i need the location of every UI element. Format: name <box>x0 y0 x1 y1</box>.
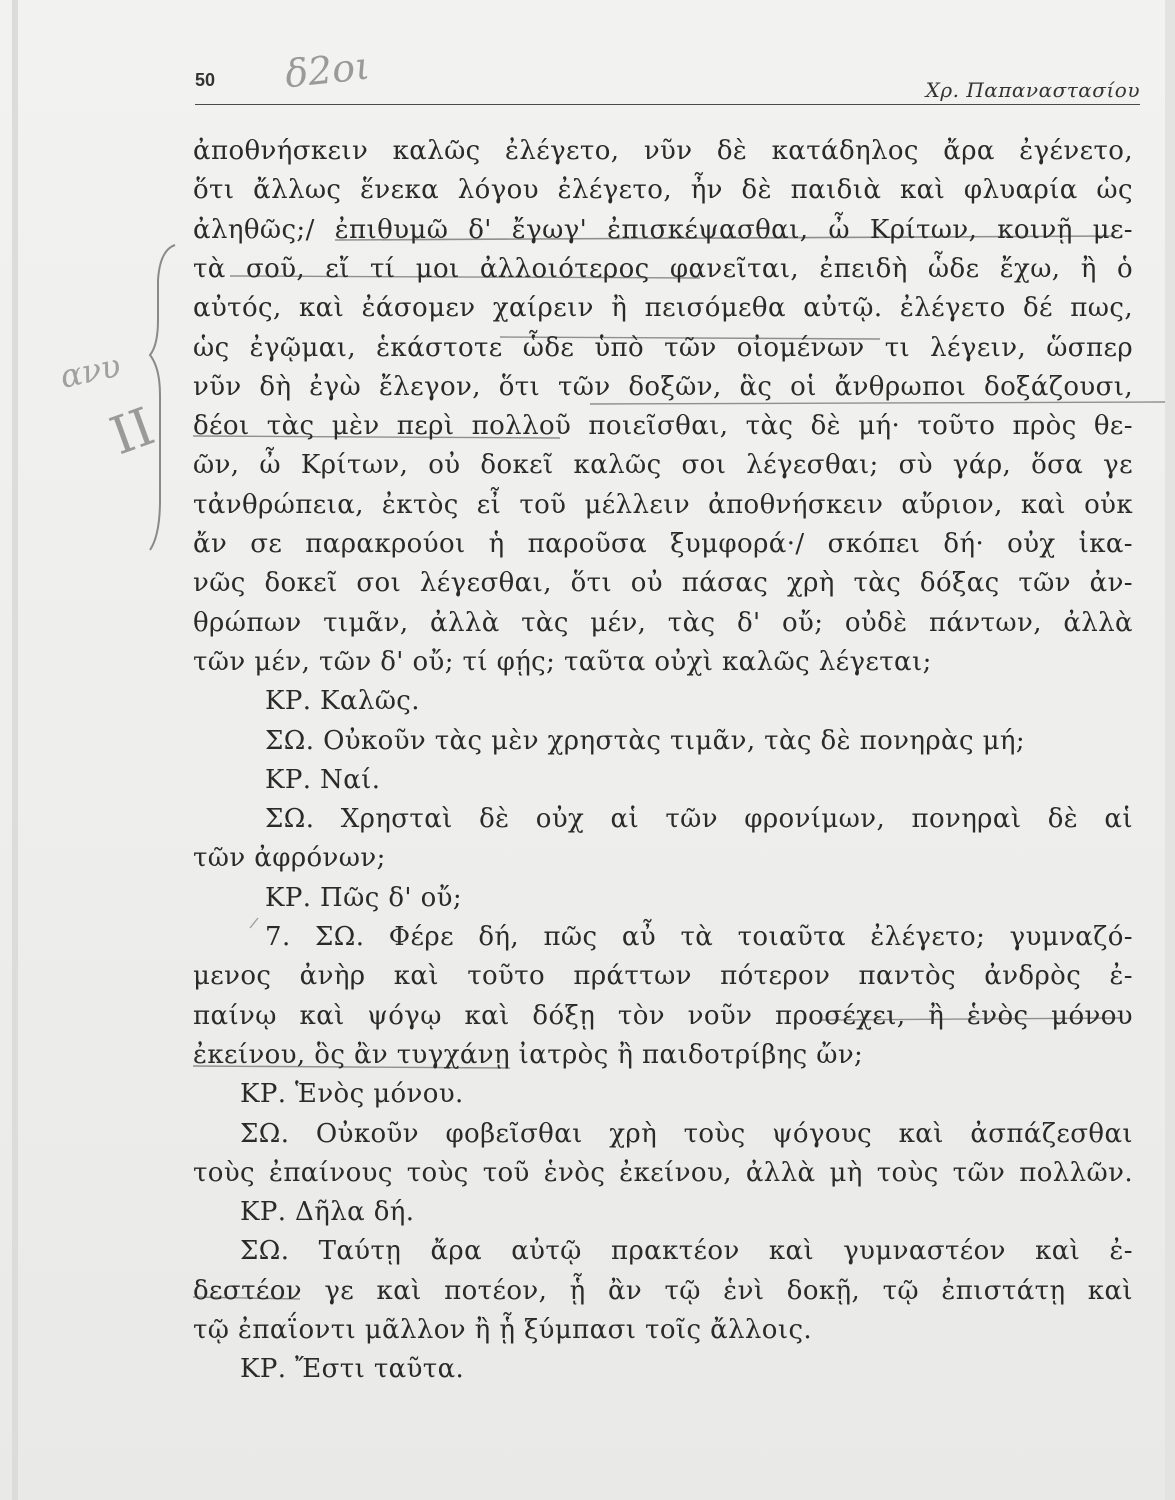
text-line: τὰ σοῦ, εἴ τί μοι ἀλλοιότερος φανεῖται, ἐπειδὴ ὧδε ἔχω, ἢ ὁ <box>193 253 1133 284</box>
speaker-line: ΣΩ. Ταύτῃ ἄρα αὐτῷ πρακτέον καὶ γυμναστέον καὶ ἐ- <box>240 1236 1133 1267</box>
text-line: ἀποθνήσκειν καλῶς ἐλέγετο, νῦν δὲ κατάδηλος ἄρα ἐγένετο, <box>193 136 1133 166</box>
text-line: αὐτός, καὶ ἐάσομεν χαίρειν ἢ πεισόμεθα αὐτῷ. ἐλέγετο δέ πως, <box>193 293 1133 324</box>
pencil-annotation-top: δ2οι <box>282 43 372 97</box>
margin-pencil-mark: II <box>102 396 163 468</box>
text-line: μενος ἀνὴρ καὶ τοῦτο πράττων πότερον παντὸς ἀνδρὸς ἐ- <box>193 961 1133 992</box>
running-head: Χρ. Παπαναστασίου <box>925 78 1140 102</box>
text-line: ἐκείνου, ὃς ἂν τυγχάνῃ ἰατρὸς ἢ παιδοτρίβης ὤν; <box>193 1039 864 1070</box>
speaker-line: ΣΩ. Χρησταὶ δὲ οὐχ αἱ τῶν φρονίμων, πονηραὶ δὲ αἱ <box>265 804 1133 835</box>
speaker-line: ΚΡ. Πῶς δ' οὔ; <box>265 882 463 913</box>
text-line: νῦν δὴ ἐγὼ ἔλεγον, ὅτι τῶν δοξῶν, ἃς οἱ ἄνθρωποι δοξάζουσι, <box>193 371 1133 402</box>
text-line: δέοι τὰς μὲν περὶ πολλοῦ ποιεῖσθαι, τὰς δὲ μή· τοῦτο πρὸς θε- <box>193 411 1133 442</box>
speaker-line: ΚΡ. Ἑνὸς μόνου. <box>240 1079 464 1110</box>
speaker-line: ΣΩ. Οὐκοῦν φοβεῖσθαι χρὴ τοὺς ψόγους καὶ ἀσπάζεσθαι <box>240 1118 1133 1149</box>
page-number: 50 <box>195 70 216 90</box>
text-line: ἄν σε παρακρούοι ἡ παροῦσα ξυμφορά·/ σκόπει δή· οὐχ ἱκα- <box>193 529 1133 559</box>
speaker-line: ΚΡ. Δῆλα δή. <box>240 1197 415 1228</box>
text-line: τοὺς ἐπαίνους τοὺς τοῦ ἑνὸς ἐκείνου, ἀλλὰ μὴ τοὺς τῶν πολλῶν. <box>193 1157 1133 1188</box>
margin-pencil-note: ανυ <box>56 346 124 396</box>
speaker-line: ΚΡ. Ἔστι ταῦτα. <box>240 1354 465 1385</box>
text-line: δεστέον γε καὶ ποτέον, ᾗ ἂν τῷ ἑνὶ δοκῇ, τῷ ἐπιστάτῃ καὶ <box>193 1275 1133 1306</box>
text-line: τῷ ἐπαΐοντι μᾶλλον ἢ ᾗ ξύμπασι τοῖς ἄλλοις. <box>193 1315 813 1345</box>
text-line: παίνῳ καὶ ψόγῳ καὶ δόξῃ τὸν νοῦν προσέχει, ἢ ἑνὸς μόνου <box>193 1000 1133 1031</box>
text-line: τἀνθρώπεια, ἐκτὸς εἶ τοῦ μέλλειν ἀποθνήσκειν αὔριον, καὶ οὐκ <box>193 489 1133 520</box>
text-line: ῶν, ὦ Κρίτων, οὐ δοκεῖ καλῶς σοι λέγεσθαι; σὺ γάρ, ὅσα γε <box>193 450 1133 481</box>
tick-mark-pencil <box>250 918 258 928</box>
speaker-line: ΣΩ. Οὐκοῦν τὰς μὲν χρηστὰς τιμᾶν, τὰς δὲ πονηρὰς μή; <box>265 725 1026 756</box>
margin-bracket-pencil <box>150 245 175 550</box>
text-line: ἀληθῶς;/ ἐπιθυμῶ δ' ἔγωγ' ἐπισκέψασθαι, ὦ Κρίτων, κοινῇ με- <box>193 214 1133 245</box>
text-line: θρώπων τιμᾶν, ἀλλὰ τὰς μέν, τὰς δ' οὔ; οὐδὲ πάντων, ἀλλὰ <box>193 607 1133 638</box>
text-line: ὡς ἐγῷμαι, ἑκάστοτε ὧδε ὑπὸ τῶν οἰομένων τι λέγειν, ὥσπερ <box>193 332 1133 363</box>
speaker-line: ΚΡ. Ναί. <box>265 764 381 795</box>
text-line: νῶς δοκεῖ σοι λέγεσθαι, ὅτι οὐ πάσας χρὴ τὰς δόξας τῶν ἀν- <box>193 568 1133 599</box>
text-line: τῶν ἀφρόνων; <box>193 843 386 874</box>
speaker-line: ΚΡ. Καλῶς. <box>265 686 420 717</box>
section-line: 7. ΣΩ. Φέρε δή, πῶς αὖ τὰ τοιαῦτα ἐλέγετο; γυμναζό- <box>265 922 1133 952</box>
text-line: ὅτι ἄλλως ἕνεκα λόγου ἐλέγετο, ἦν δὲ παιδιὰ καὶ φλυαρία ὡς <box>193 175 1133 206</box>
text-line: τῶν μέν, τῶν δ' οὔ; τί φῄς; ταῦτα οὐχὶ καλῶς λέγεται; <box>193 646 932 677</box>
